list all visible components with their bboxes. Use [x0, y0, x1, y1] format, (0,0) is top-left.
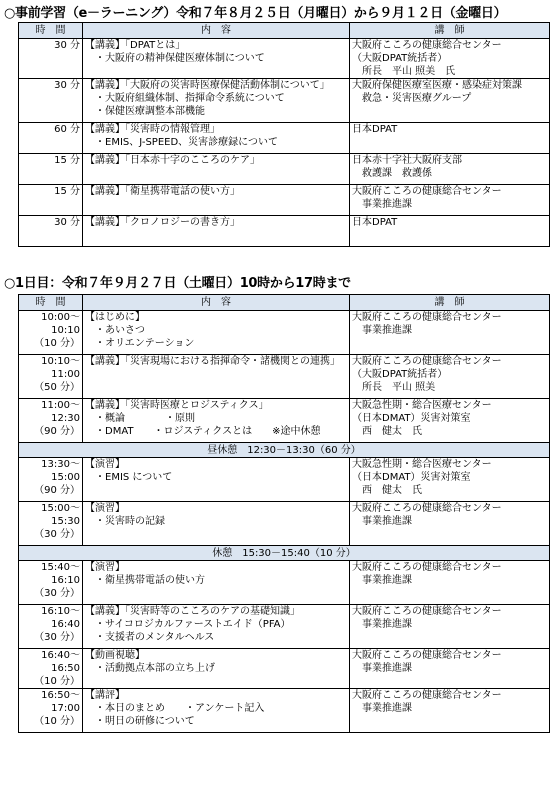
cell-line: 12:30 — [51, 413, 80, 424]
instructor-cell — [350, 605, 550, 649]
content-cell — [83, 649, 350, 689]
cell-line: 大阪府こころの健康総合センター — [352, 650, 502, 661]
cell-line: ・あいさつ — [95, 325, 145, 336]
cell-line: 【演習】 — [85, 503, 125, 514]
instructor-cell — [350, 311, 550, 355]
time-cell — [19, 458, 83, 502]
instructor-cell — [350, 123, 550, 154]
cell-line: 【講評】 — [85, 690, 125, 701]
cell-line: 11:00 — [51, 369, 80, 380]
instructor-cell — [350, 154, 550, 185]
cell-line: ・活動拠点本部の立ち上げ — [95, 663, 215, 674]
cell-line: ・大阪府組織体制、指揮命令系統について — [95, 93, 285, 104]
cell-line: 16:50 — [51, 663, 80, 674]
cell-line: ・概論 ・原則 — [95, 413, 195, 424]
instructor-cell — [350, 185, 550, 216]
header-time: 時 間 — [19, 23, 83, 39]
instructor-cell — [350, 689, 550, 733]
cell-line: 15:00 — [51, 472, 80, 483]
cell-line: 【講義】「災害現場における指揮命令・諸機関との連携」 — [85, 356, 340, 367]
section2-schedule-table — [18, 294, 550, 733]
section1-title: ○事前学習（e－ラーニング）令和７年８月２５日（月曜日）から９月１２日（金曜日） — [4, 6, 507, 21]
instructor-cell — [350, 399, 550, 443]
time-cell — [19, 154, 83, 185]
cell-line: 事業推進課 — [362, 703, 412, 714]
instructor-cell — [350, 561, 550, 605]
table-row — [19, 311, 550, 355]
cell-line: 15:40〜 — [41, 562, 80, 573]
cell-line: ・オリエンテーション — [95, 338, 195, 349]
cell-line: ・本日のまとめ ・アンケート記入 — [95, 703, 265, 714]
instructor-cell — [350, 39, 550, 79]
content-cell — [83, 458, 350, 502]
instructor-cell — [350, 79, 550, 123]
cell-line: 西 健太 氏 — [362, 426, 422, 437]
cell-line: ・災害時の記録 — [95, 516, 165, 527]
cell-line: 10:10 — [51, 325, 80, 336]
table-row — [19, 154, 550, 185]
content-cell — [83, 561, 350, 605]
cell-line: 11:00〜 — [41, 400, 80, 411]
cell-line: （大阪DPAT統括者） — [352, 53, 448, 64]
time-cell — [19, 399, 83, 443]
cell-line: （50 分） — [34, 382, 80, 393]
table-row — [19, 399, 550, 443]
time-cell — [19, 123, 83, 154]
cell-line: 大阪府こころの健康総合センター — [352, 186, 502, 197]
content-cell — [83, 79, 350, 123]
content-cell — [83, 605, 350, 649]
cell-line: 大阪急性期・総合医療センター — [352, 400, 492, 411]
cell-line: 事業推進課 — [362, 663, 412, 674]
cell-line: 【講義】「災害時等のこころのケアの基礎知識」 — [85, 606, 300, 617]
cell-line: 事業推進課 — [362, 619, 412, 630]
cell-line: （30 分） — [34, 588, 80, 599]
cell-line: ・EMIS について — [95, 472, 173, 483]
table-row — [19, 39, 550, 79]
cell-line: 16:40〜 — [41, 650, 80, 661]
cell-line: （10 分） — [34, 338, 80, 349]
instructor-cell — [350, 649, 550, 689]
cell-line: 16:50〜 — [41, 690, 80, 701]
time-cell — [19, 216, 83, 247]
cell-line: （30 分） — [34, 529, 80, 540]
content-cell — [83, 355, 350, 399]
time-cell — [19, 79, 83, 123]
break-label: 昼休憩 12:30－13:30（60 分） — [19, 443, 550, 458]
table-row — [19, 605, 550, 649]
cell-line: 【講義】「日本赤十字のこころのケア」 — [85, 155, 260, 166]
cell-line: 15 分 — [54, 155, 80, 166]
cell-line: ・DMAT ・ロジスティクスとは ※途中休憩 — [95, 426, 321, 437]
table-row — [19, 561, 550, 605]
cell-line: 大阪急性期・総合医療センター — [352, 459, 492, 470]
content-cell — [83, 216, 350, 247]
break-row — [19, 443, 550, 458]
cell-line: ・大阪府の精神保健医療体制について — [95, 53, 265, 64]
cell-line: 大阪府こころの健康総合センター — [352, 606, 502, 617]
cell-line: 大阪府こころの健康総合センター — [352, 40, 502, 51]
cell-line: （大阪DPAT統括者） — [352, 369, 448, 380]
time-cell — [19, 39, 83, 79]
time-cell — [19, 561, 83, 605]
cell-line: 所長 平山 照美 — [362, 382, 436, 393]
cell-line: ・支援者のメンタルヘルス — [95, 632, 215, 643]
cell-line: 30 分 — [54, 80, 80, 91]
cell-line: 【講義】「災害時の情報管理」 — [85, 124, 220, 135]
cell-line: 【講義】「災害時医療とロジスティクス」 — [85, 400, 269, 411]
cell-line: ・明日の研修について — [95, 716, 195, 727]
cell-line: 【動画視聴】 — [85, 650, 145, 661]
cell-line: 13:30〜 — [41, 459, 80, 470]
cell-line: 所長 平山 照美 氏 — [362, 66, 456, 77]
cell-line: 15 分 — [54, 186, 80, 197]
cell-line: 【講義】「衛星携帯電話の使い方」 — [85, 186, 240, 197]
cell-line: （90 分） — [34, 485, 80, 496]
cell-line: 15:00〜 — [41, 503, 80, 514]
cell-line: 16:10 — [51, 575, 80, 586]
cell-line: 大阪府こころの健康総合センター — [352, 562, 502, 573]
cell-line: 15:30 — [51, 516, 80, 527]
table-row — [19, 123, 550, 154]
cell-line: ・衛星携帯電話の使い方 — [95, 575, 205, 586]
cell-line: （日本DMAT）災害対策室 — [352, 472, 471, 483]
cell-line: 日本DPAT — [352, 124, 398, 135]
time-cell — [19, 689, 83, 733]
table-row — [19, 79, 550, 123]
content-cell — [83, 185, 350, 216]
cell-line: （10 分） — [34, 716, 80, 727]
cell-line: 事業推進課 — [362, 325, 412, 336]
cell-line: 10:00〜 — [41, 312, 80, 323]
cell-line: ・EMIS、J-SPEED、災害診療録について — [95, 137, 278, 148]
cell-line: 救護課 救護係 — [362, 168, 432, 179]
header-instructor: 講 師 — [350, 295, 550, 311]
header-time: 時 間 — [19, 295, 83, 311]
cell-line: 事業推進課 — [362, 199, 412, 210]
break-row — [19, 546, 550, 561]
cell-line: 16:40 — [51, 619, 80, 630]
cell-line: 【講義】「DPATとは」 — [85, 40, 186, 51]
content-cell — [83, 502, 350, 546]
content-cell — [83, 311, 350, 355]
table-row — [19, 689, 550, 733]
cell-line: 【演習】 — [85, 459, 125, 470]
cell-line: 救急・災害医療グループ — [362, 93, 472, 104]
content-cell — [83, 399, 350, 443]
table-row — [19, 458, 550, 502]
cell-line: 17:00 — [51, 703, 80, 714]
cell-line: 大阪府こころの健康総合センター — [352, 503, 502, 514]
instructor-cell — [350, 216, 550, 247]
table-row — [19, 502, 550, 546]
table-row — [19, 216, 550, 247]
cell-line: （30 分） — [34, 632, 80, 643]
instructor-cell — [350, 355, 550, 399]
content-cell — [83, 689, 350, 733]
cell-line: 16:10〜 — [41, 606, 80, 617]
instructor-cell — [350, 502, 550, 546]
header-instructor: 講 師 — [350, 23, 550, 39]
cell-line: （90 分） — [34, 426, 80, 437]
header-content: 内 容 — [83, 23, 350, 39]
table-header-row — [19, 23, 550, 39]
table-row — [19, 355, 550, 399]
time-cell — [19, 605, 83, 649]
cell-line: 30 分 — [54, 40, 80, 51]
cell-line: 60 分 — [54, 124, 80, 135]
cell-line: 大阪府保健医療室医療・感染症対策課 — [352, 80, 522, 91]
cell-line: 大阪府こころの健康総合センター — [352, 312, 502, 323]
cell-line: ・サイコロジカルファーストエイド（PFA） — [95, 619, 291, 630]
cell-line: 事業推進課 — [362, 575, 412, 586]
cell-line: 大阪府こころの健康総合センター — [352, 690, 502, 701]
table-row — [19, 185, 550, 216]
cell-line: ・保健医療調整本部機能 — [95, 106, 205, 117]
cell-line: 日本赤十字社大阪府支部 — [352, 155, 462, 166]
instructor-cell — [350, 458, 550, 502]
section1-schedule-table — [18, 22, 550, 247]
time-cell — [19, 502, 83, 546]
content-cell — [83, 154, 350, 185]
cell-line: 大阪府こころの健康総合センター — [352, 356, 502, 367]
cell-line: 西 健太 氏 — [362, 485, 422, 496]
cell-line: （10 分） — [34, 676, 80, 687]
time-cell — [19, 649, 83, 689]
section2-title: ○1日目：令和７年９月２７日（土曜日）10時から17時まで — [4, 276, 351, 291]
cell-line: 10:10〜 — [41, 356, 80, 367]
time-cell — [19, 185, 83, 216]
cell-line: 【はじめに】 — [85, 312, 145, 323]
cell-line: 【講義】「クロノロジーの書き方」 — [85, 217, 240, 228]
time-cell — [19, 355, 83, 399]
cell-line: 事業推進課 — [362, 516, 412, 527]
table-row — [19, 649, 550, 689]
content-cell — [83, 123, 350, 154]
cell-line: 30 分 — [54, 217, 80, 228]
cell-line: 日本DPAT — [352, 217, 398, 228]
time-cell — [19, 311, 83, 355]
break-label: 休憩 15:30－15:40（10 分） — [19, 546, 550, 561]
content-cell — [83, 39, 350, 79]
table-header-row — [19, 295, 550, 311]
header-content: 内 容 — [83, 295, 350, 311]
cell-line: 【講義】「大阪府の災害時医療保健活動体制について」 — [85, 80, 330, 91]
cell-line: 【演習】 — [85, 562, 125, 573]
cell-line: （日本DMAT）災害対策室 — [352, 413, 471, 424]
